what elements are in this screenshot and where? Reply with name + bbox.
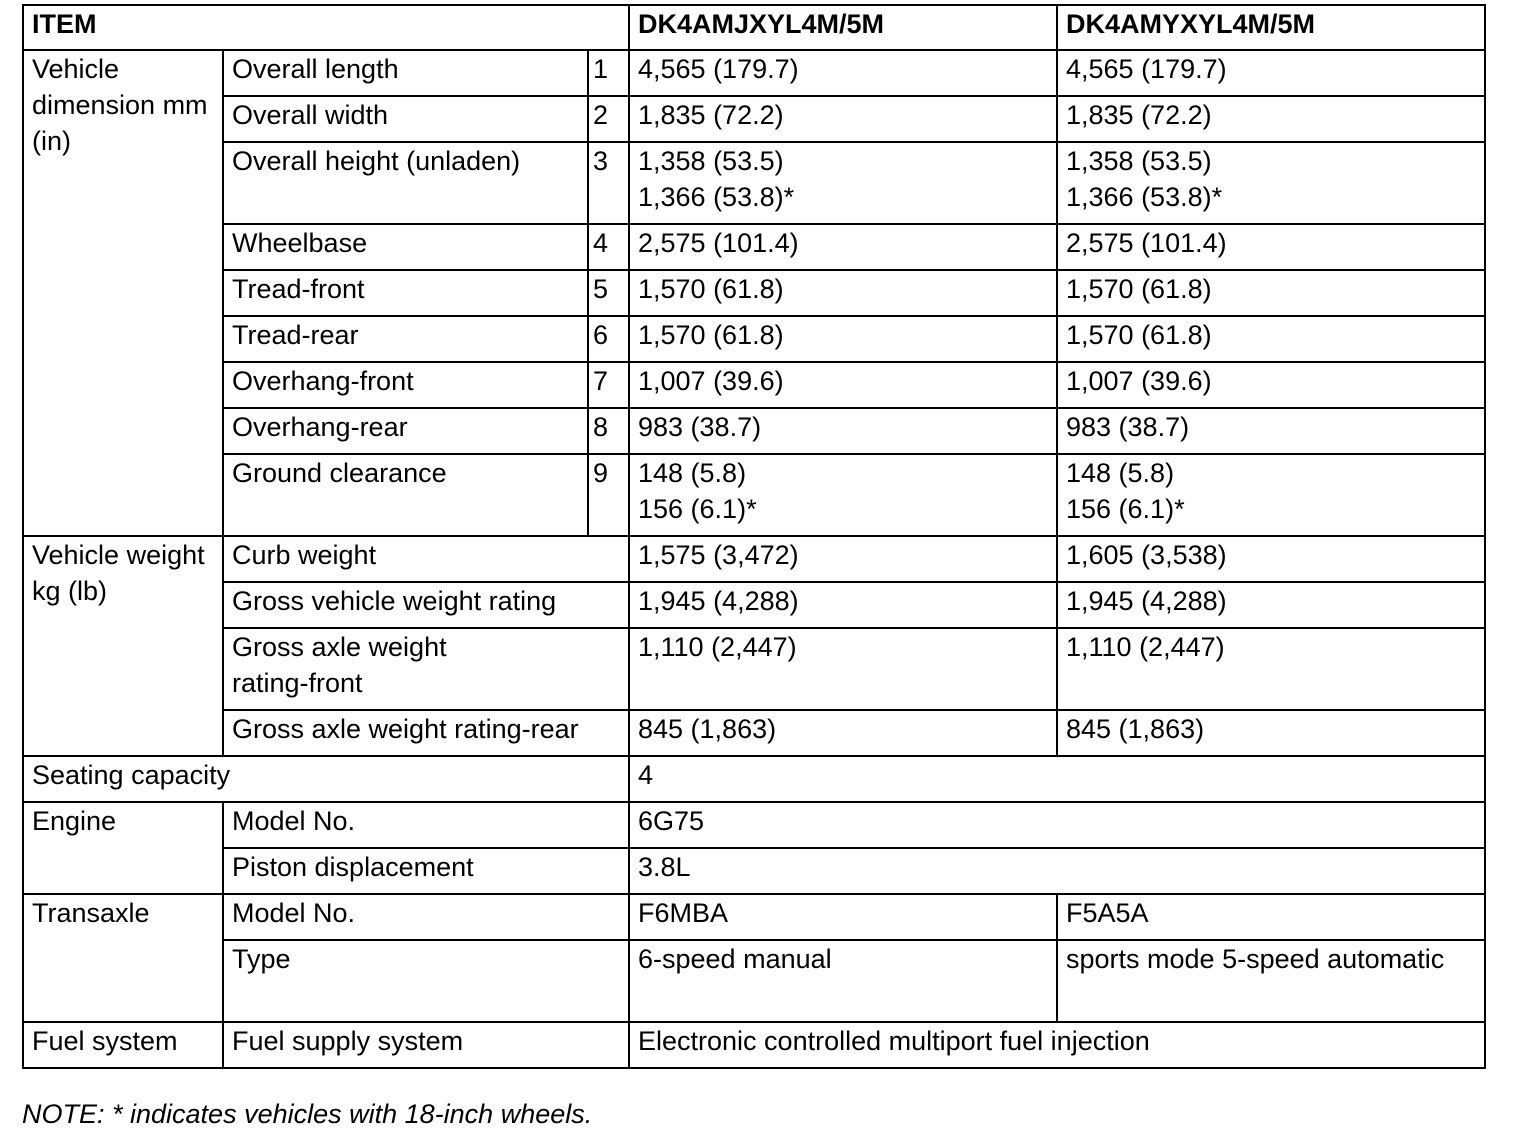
row-label: Model No. xyxy=(223,802,629,848)
model-b-value: sports mode 5-speed automatic xyxy=(1057,940,1485,1022)
fuel-value: Electronic controlled multiport fuel injection xyxy=(629,1022,1485,1068)
engine-displacement-value: 3.8L xyxy=(629,848,1485,894)
model-b-value: 1,110 (2,447) xyxy=(1057,628,1485,710)
row-label: Fuel supply system xyxy=(223,1022,629,1068)
table-row xyxy=(23,802,1485,848)
row-number: 4 xyxy=(588,224,629,270)
row-number: 1 xyxy=(588,50,629,96)
model-b-value: 845 (1,863) xyxy=(1057,710,1485,756)
model-b-header: DK4AMYXYL4M/5M xyxy=(1057,5,1485,50)
model-b-value: 983 (38.7) xyxy=(1057,408,1485,454)
model-b-value xyxy=(1057,454,1485,536)
value-line: 1,366 (53.8)* xyxy=(1066,182,1223,212)
value-line: 1,358 (53.5) xyxy=(638,146,784,176)
model-b-value: 1,835 (72.2) xyxy=(1057,96,1485,142)
row-label: Overall width xyxy=(223,96,588,142)
table-row xyxy=(23,142,1485,224)
table-row xyxy=(23,316,1485,362)
model-a-value: F6MBA xyxy=(629,894,1057,940)
engine-model-value: 6G75 xyxy=(629,802,1485,848)
row-label: Gross vehicle weight rating xyxy=(223,582,629,628)
table-row xyxy=(23,408,1485,454)
row-number: 3 xyxy=(588,142,629,224)
row-label: Overall length xyxy=(223,50,588,96)
table-row xyxy=(23,628,1485,710)
footnote: NOTE: * indicates vehicles with 18-inch wheels. xyxy=(22,1099,593,1129)
model-a-value: 1,575 (3,472) xyxy=(629,536,1057,582)
table-row xyxy=(23,848,1485,894)
model-b-value xyxy=(1057,142,1485,224)
model-b-value: F5A5A xyxy=(1057,894,1485,940)
table-row xyxy=(23,940,1485,1022)
table-row xyxy=(23,96,1485,142)
table-row xyxy=(23,710,1485,756)
model-a-value: 1,570 (61.8) xyxy=(629,270,1057,316)
specifications-table xyxy=(22,4,1486,1069)
row-label: Tread-rear xyxy=(223,316,588,362)
table-row xyxy=(23,270,1485,316)
seating-label: Seating capacity xyxy=(23,756,629,802)
row-label: Piston displacement xyxy=(223,848,629,894)
row-number: 2 xyxy=(588,96,629,142)
model-b-value: 1,945 (4,288) xyxy=(1057,582,1485,628)
model-a-value: 1,007 (39.6) xyxy=(629,362,1057,408)
table-row xyxy=(23,224,1485,270)
row-label: Ground clearance xyxy=(223,454,588,536)
row-label: Tread-front xyxy=(223,270,588,316)
table-row xyxy=(23,454,1485,536)
model-a-value: 6-speed manual xyxy=(629,940,1057,1022)
model-a-value xyxy=(629,454,1057,536)
row-label: Overall height (unladen) xyxy=(223,142,588,224)
model-b-value: 1,570 (61.8) xyxy=(1057,316,1485,362)
row-label: Gross axle weight rating-front xyxy=(223,628,629,710)
table-row xyxy=(23,582,1485,628)
engine-group-label: Engine xyxy=(23,802,223,894)
table-row xyxy=(23,50,1485,96)
row-label: Overhang-front xyxy=(223,362,588,408)
value-line: 156 (6.1)* xyxy=(1066,494,1185,524)
row-number: 5 xyxy=(588,270,629,316)
table-row xyxy=(23,1022,1485,1068)
model-b-value: 4,565 (179.7) xyxy=(1057,50,1485,96)
weight-group-label: Vehicle weight kg (lb) xyxy=(23,536,223,756)
table-row xyxy=(23,362,1485,408)
table-row xyxy=(23,756,1485,802)
row-number: 6 xyxy=(588,316,629,362)
row-label: Curb weight xyxy=(223,536,629,582)
value-line: 1,358 (53.5) xyxy=(1066,146,1212,176)
transaxle-group-label: Transaxle xyxy=(23,894,223,1022)
row-label: Model No. xyxy=(223,894,629,940)
header-row xyxy=(23,5,1485,50)
row-number: 8 xyxy=(588,408,629,454)
dimension-group-label: Vehicle dimension mm (in) xyxy=(23,50,223,536)
model-b-value: 1,570 (61.8) xyxy=(1057,270,1485,316)
model-b-value: 1,007 (39.6) xyxy=(1057,362,1485,408)
model-a-value: 2,575 (101.4) xyxy=(629,224,1057,270)
model-a-value: 983 (38.7) xyxy=(629,408,1057,454)
model-a-header: DK4AMJXYL4M/5M xyxy=(629,5,1057,50)
row-label: Overhang-rear xyxy=(223,408,588,454)
fuel-group-label: Fuel system xyxy=(23,1022,223,1068)
row-number: 9 xyxy=(588,454,629,536)
row-label: Wheelbase xyxy=(223,224,588,270)
model-a-value: 1,835 (72.2) xyxy=(629,96,1057,142)
model-a-value: 1,945 (4,288) xyxy=(629,582,1057,628)
model-a-value: 1,110 (2,447) xyxy=(629,628,1057,710)
row-label: Gross axle weight rating-rear xyxy=(223,710,629,756)
model-b-value: 1,605 (3,538) xyxy=(1057,536,1485,582)
row-label: Type xyxy=(223,940,629,1022)
seating-value: 4 xyxy=(629,756,1485,802)
model-a-value: 845 (1,863) xyxy=(629,710,1057,756)
table-row xyxy=(23,536,1485,582)
model-a-value: 4,565 (179.7) xyxy=(629,50,1057,96)
item-header: ITEM xyxy=(23,5,629,50)
value-line: 1,366 (53.8)* xyxy=(638,182,795,212)
value-line: 148 (5.8) xyxy=(638,458,747,488)
value-line: 156 (6.1)* xyxy=(638,494,757,524)
row-number: 7 xyxy=(588,362,629,408)
model-a-value: 1,570 (61.8) xyxy=(629,316,1057,362)
model-b-value: 2,575 (101.4) xyxy=(1057,224,1485,270)
model-a-value xyxy=(629,142,1057,224)
table-row xyxy=(23,894,1485,940)
value-line: 148 (5.8) xyxy=(1066,458,1175,488)
